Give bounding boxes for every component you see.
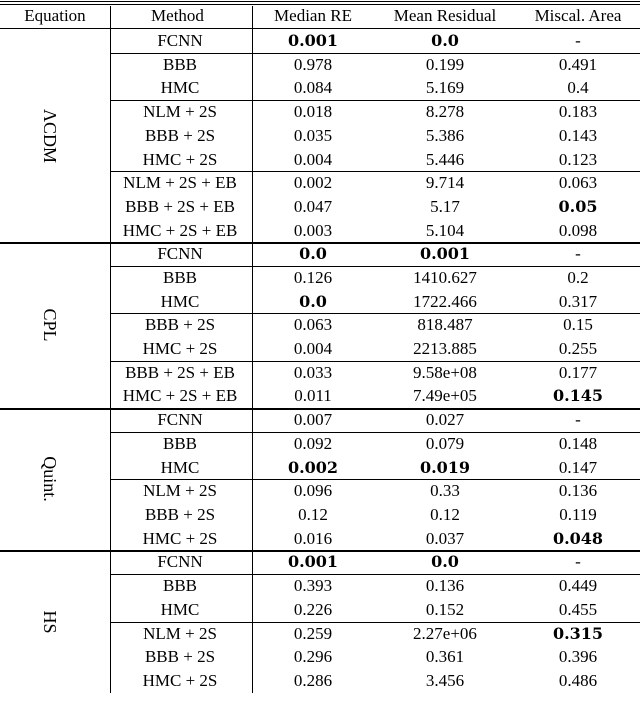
cell-mean-residual: 5.446 xyxy=(425,150,465,169)
cell-median-re: 0.259 xyxy=(293,624,333,643)
cell-mean-residual: 5.104 xyxy=(425,221,465,240)
cell-method: NLM + 2S xyxy=(143,481,217,500)
cell-method: HMC + 2S xyxy=(142,150,218,169)
cell-median-re: 0.033 xyxy=(293,363,333,382)
cell-miscal-area: 0.315 xyxy=(552,624,604,643)
cell-method: BBB + 2S xyxy=(144,315,216,334)
cell-mean-residual: 0.001 xyxy=(419,244,471,263)
header-equation: Equation xyxy=(24,6,86,25)
cell-miscal-area: 0.143 xyxy=(558,126,598,145)
cell-method: BBB + 2S xyxy=(144,505,216,524)
cell-miscal-area: 0.396 xyxy=(558,647,598,666)
cell-miscal-area: - xyxy=(575,410,581,429)
cell-mean-residual: 1410.627 xyxy=(413,268,477,287)
cell-median-re: 0.018 xyxy=(293,102,333,121)
cell-method: HMC + 2S + EB xyxy=(122,386,238,405)
cell-miscal-area: 0.449 xyxy=(558,576,598,595)
cell-method: HMC + 2S xyxy=(142,671,218,690)
cell-median-re: 0.004 xyxy=(293,339,333,358)
cell-median-re: 0.0 xyxy=(299,292,327,311)
cell-miscal-area: - xyxy=(575,552,581,571)
cell-mean-residual: 818.487 xyxy=(417,315,473,334)
cell-median-re: 0.007 xyxy=(293,410,333,429)
cell-method: NLM + 2S xyxy=(143,624,217,643)
cell-miscal-area: 0.145 xyxy=(552,386,604,405)
cell-mean-residual: 0.12 xyxy=(430,505,460,524)
cell-median-re: 0.126 xyxy=(293,268,333,287)
cell-miscal-area: - xyxy=(575,31,581,50)
cell-median-re: 0.12 xyxy=(298,505,328,524)
group-label: ΛCDM xyxy=(40,108,60,163)
cell-median-re: 0.063 xyxy=(293,315,333,334)
cell-mean-residual: 0.037 xyxy=(425,529,465,548)
cell-mean-residual: 2.27e+06 xyxy=(413,624,477,643)
cell-method: HMC + 2S + EB xyxy=(122,221,238,240)
cell-median-re: 0.286 xyxy=(293,671,333,690)
header-miscal-area: Miscal. Area xyxy=(534,6,622,25)
cell-miscal-area: 0.147 xyxy=(558,458,598,477)
cell-method: BBB + 2S xyxy=(144,126,216,145)
cell-mean-residual: 7.49e+05 xyxy=(413,386,477,405)
cell-median-re: 0.084 xyxy=(293,78,333,97)
cell-miscal-area: 0.05 xyxy=(558,197,598,216)
cell-miscal-area: 0.148 xyxy=(558,434,598,453)
cell-mean-residual: 0.199 xyxy=(425,55,465,74)
cell-method: BBB + 2S + EB xyxy=(125,197,235,216)
cell-method: HMC xyxy=(160,458,200,477)
cell-mean-residual: 0.0 xyxy=(431,31,459,50)
cell-mean-residual: 0.136 xyxy=(425,576,465,595)
cell-mean-residual: 5.17 xyxy=(430,197,460,216)
column-rule xyxy=(110,6,111,693)
cell-miscal-area: 0.486 xyxy=(558,671,598,690)
group-label: HS xyxy=(40,609,60,633)
header-method: Method xyxy=(151,6,204,25)
table-rule xyxy=(0,4,640,5)
cell-median-re: 0.296 xyxy=(293,647,333,666)
cell-median-re: 0.393 xyxy=(293,576,333,595)
cell-mean-residual: 0.361 xyxy=(425,647,465,666)
cell-mean-residual: 0.019 xyxy=(419,458,471,477)
cell-miscal-area: 0.2 xyxy=(567,268,589,287)
cell-method: HMC xyxy=(160,600,200,619)
cell-median-re: 0.011 xyxy=(294,386,332,405)
cell-median-re: 0.226 xyxy=(293,600,333,619)
cell-median-re: 0.001 xyxy=(287,552,339,571)
cell-mean-residual: 2213.885 xyxy=(413,339,477,358)
cell-miscal-area: 0.183 xyxy=(558,102,598,121)
cell-mean-residual: 5.169 xyxy=(425,78,465,97)
group-label: Quint. xyxy=(40,456,60,503)
cell-median-re: 0.003 xyxy=(293,221,333,240)
cell-median-re: 0.0 xyxy=(299,244,327,263)
cell-method: FCNN xyxy=(157,31,203,50)
cell-mean-residual: 9.58e+08 xyxy=(413,363,477,382)
cell-median-re: 0.016 xyxy=(293,529,333,548)
cell-method: BBB xyxy=(162,576,198,595)
cell-miscal-area: - xyxy=(575,244,581,263)
cell-miscal-area: 0.15 xyxy=(563,315,593,334)
cell-miscal-area: 0.119 xyxy=(559,505,597,524)
cell-median-re: 0.002 xyxy=(293,173,333,192)
table-rule xyxy=(0,1,640,2)
cell-mean-residual: 3.456 xyxy=(425,671,465,690)
cell-mean-residual: 0.027 xyxy=(425,410,465,429)
group-label: CPL xyxy=(40,308,60,342)
cell-miscal-area: 0.123 xyxy=(558,150,598,169)
cell-method: BBB + 2S xyxy=(144,647,216,666)
cell-method: NLM + 2S xyxy=(143,102,217,121)
cell-mean-residual: 0.152 xyxy=(425,600,465,619)
cell-method: BBB xyxy=(162,434,198,453)
cell-miscal-area: 0.491 xyxy=(558,55,598,74)
cell-mean-residual: 5.386 xyxy=(425,126,465,145)
cell-miscal-area: 0.048 xyxy=(552,529,604,548)
cell-mean-residual: 1722.466 xyxy=(413,292,477,311)
cell-method: HMC xyxy=(160,78,200,97)
cell-method: FCNN xyxy=(157,244,203,263)
cell-method: BBB + 2S + EB xyxy=(125,363,235,382)
cell-median-re: 0.001 xyxy=(287,31,339,50)
cell-miscal-area: 0.317 xyxy=(558,292,598,311)
cell-miscal-area: 0.455 xyxy=(558,600,598,619)
header-median-re: Median RE xyxy=(274,6,352,25)
cell-miscal-area: 0.098 xyxy=(558,221,598,240)
cell-miscal-area: 0.177 xyxy=(558,363,598,382)
cell-median-re: 0.092 xyxy=(293,434,333,453)
cell-miscal-area: 0.255 xyxy=(558,339,598,358)
cell-median-re: 0.096 xyxy=(293,481,333,500)
cell-median-re: 0.004 xyxy=(293,150,333,169)
cell-mean-residual: 0.33 xyxy=(430,481,460,500)
cell-miscal-area: 0.4 xyxy=(567,78,589,97)
cell-median-re: 0.002 xyxy=(287,458,339,477)
cell-method: NLM + 2S + EB xyxy=(123,173,237,192)
cell-miscal-area: 0.063 xyxy=(558,173,598,192)
column-rule xyxy=(252,6,253,693)
cell-method: FCNN xyxy=(157,552,203,571)
cell-mean-residual: 9.714 xyxy=(425,173,465,192)
cell-method: HMC + 2S xyxy=(142,339,218,358)
cell-method: BBB xyxy=(162,55,198,74)
cell-miscal-area: 0.136 xyxy=(558,481,598,500)
cell-method: HMC xyxy=(160,292,200,311)
cell-method: BBB xyxy=(162,268,198,287)
cell-method: FCNN xyxy=(157,410,203,429)
cell-median-re: 0.035 xyxy=(293,126,333,145)
cell-median-re: 0.047 xyxy=(293,197,333,216)
header-mean-residual: Mean Residual xyxy=(393,6,497,25)
cell-mean-residual: 8.278 xyxy=(425,102,465,121)
cell-mean-residual: 0.079 xyxy=(425,434,465,453)
cell-method: HMC + 2S xyxy=(142,529,218,548)
cell-median-re: 0.978 xyxy=(293,55,333,74)
cell-mean-residual: 0.0 xyxy=(431,552,459,571)
